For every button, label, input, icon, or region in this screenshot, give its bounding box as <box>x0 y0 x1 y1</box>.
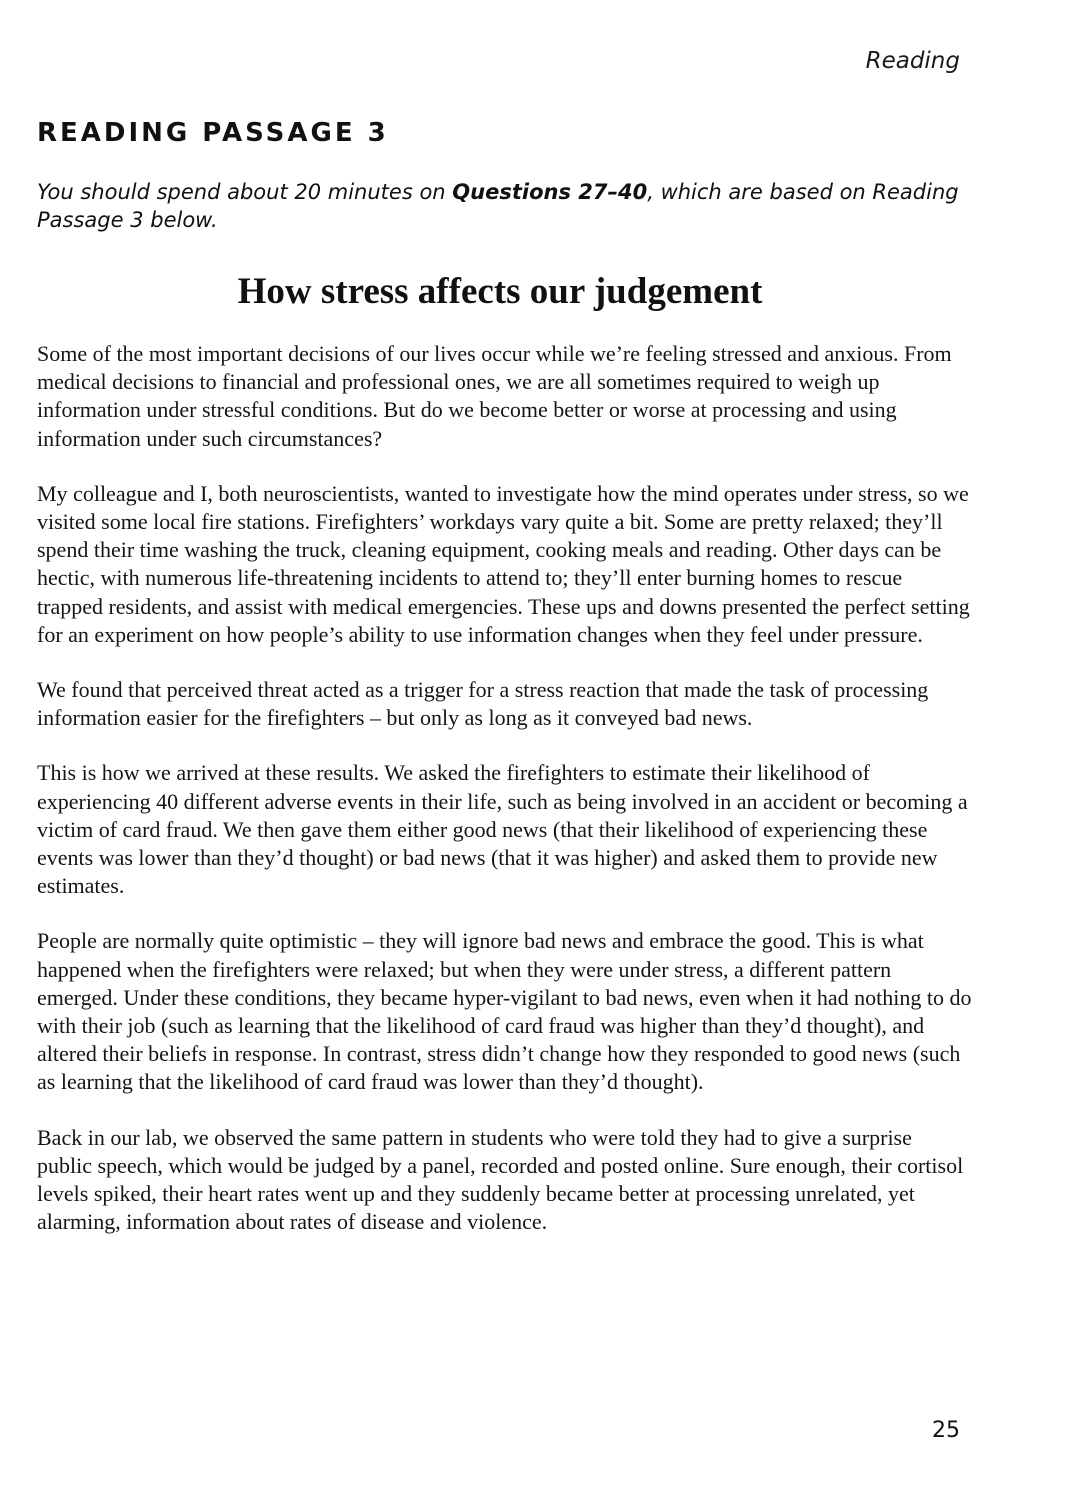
instruction-text-before: You should spend about 20 minutes on <box>37 180 453 204</box>
page-number: 25 <box>932 1418 960 1443</box>
paragraph: We found that perceived threat acted as a trigger for a stress reaction that made the task of processing information easier for the firefighters – but only as long as it conveyed bad news. <box>37 677 929 731</box>
section-heading: READING PASSAGE 3 <box>37 118 389 148</box>
paragraph: My colleague and I, both neuroscientists, wanted to investigate how the mind operates under stress, so we visited some local fire stations. Firefighters’ workdays vary quite a bit. Some are pretty relaxed; they’ll spend their time washing the truck, cleaning equipment, cooking meals and reading. Other days can be hectic, with numerous life-threatening incidents to attend to; they’ll enter burning homes to rescue trapped residents, and assist with medical emergencies. These ups and downs presented the perfect setting for an experiment on how people’s ability to use information changes when they feel under pressure. <box>37 480 970 647</box>
instruction <box>37 178 967 234</box>
instruction-questions-range: Questions 27–40 <box>452 180 648 204</box>
paragraph: People are normally quite optimistic – they will ignore bad news and embrace the good. This is what happened when the firefighters were relaxed; but when they were under stress, a different pattern emerged. Under these conditions, they became hyper-vigilant to bad news, even when it had nothing to do with their job (such as learning that the likelihood of card fraud was higher than they’d thought), and altered their beliefs in response. In contrast, stress didn’t change how they responded to good news (such as learning that the likelihood of card fraud was lower than they’d thought). <box>37 928 972 1095</box>
passage-body <box>37 340 972 1263</box>
paragraph: This is how we arrived at these results. We asked the firefighters to estimate their likelihood of experiencing 40 different adverse events in their life, such as being involved in an accident or becoming a victim of card fraud. We then gave them either good news (that their likelihood of experiencing these events was lower than they’d thought) or bad news (that it was higher) and asked them to provide new estimates. <box>37 760 968 899</box>
running-head: Reading <box>865 48 960 74</box>
paragraph: Some of the most important decisions of our lives occur while we’re feeling stressed and anxious. From medical decisions to financial and professional ones, we are all sometimes required to weigh up information under stressful conditions. But do we become better or worse at processing and using information under such circumstances? <box>37 341 952 451</box>
passage-title: How stress affects our judgement <box>237 271 763 312</box>
paragraph: Back in our lab, we observed the same pattern in students who were told they had to give a surprise public speech, which would be judged by a panel, recorded and posted online. Sure enough, their cortisol levels spiked, their heart rates went up and they suddenly became better at processing unrelated, yet alarming, information about rates of disease and violence. <box>37 1124 964 1235</box>
instruction-text-after: , which are based on Reading Passage 3 below. <box>37 180 959 232</box>
